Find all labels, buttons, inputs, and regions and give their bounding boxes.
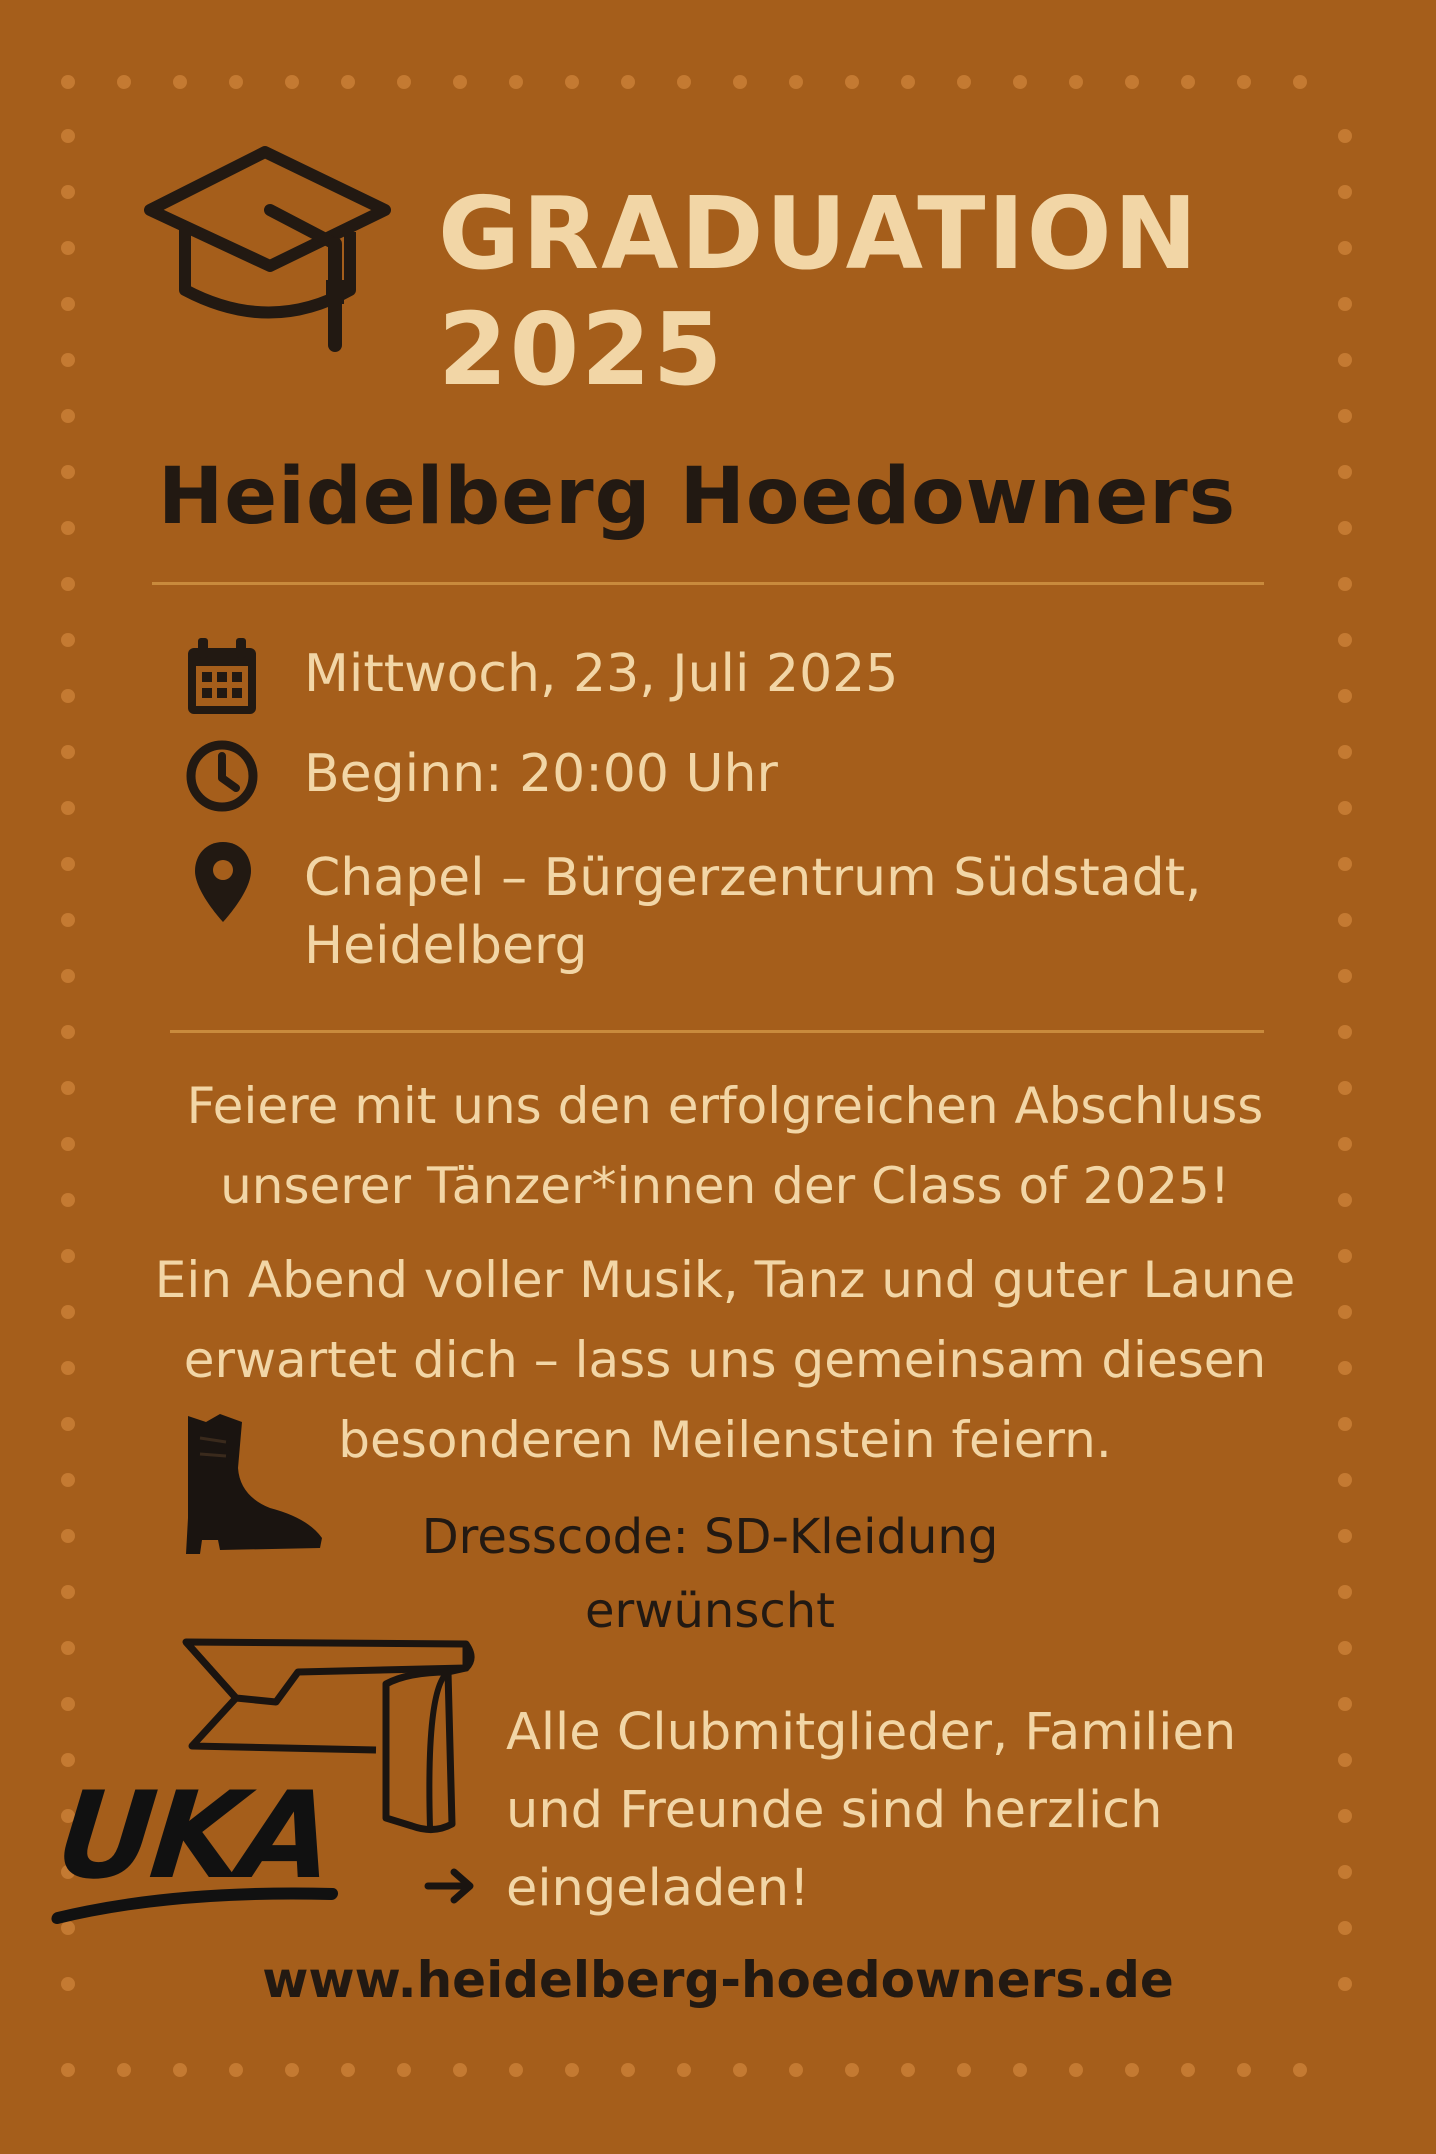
border-dot	[1338, 409, 1352, 423]
event-time: Beginn: 20:00 Uhr	[304, 744, 778, 804]
border-dot	[1338, 577, 1352, 591]
cowboy-boot-icon	[180, 1408, 330, 1558]
border-dot	[677, 2063, 691, 2077]
border-dot	[61, 1081, 75, 1095]
border-dot	[61, 2063, 75, 2077]
border-dot	[61, 409, 75, 423]
border-dot	[1013, 75, 1027, 89]
border-dot	[1338, 241, 1352, 255]
border-dot	[341, 2063, 355, 2077]
invitation-line-2: und Freunde sind herzlich	[506, 1781, 1163, 1840]
border-dot	[1338, 521, 1352, 535]
border-dot	[61, 577, 75, 591]
border-dot	[61, 1585, 75, 1599]
evening-line-3: besonderen Meilenstein feiern.	[338, 1411, 1112, 1469]
border-dot	[61, 633, 75, 647]
location-line-2: Heidelberg	[304, 916, 588, 976]
border-dot	[1293, 75, 1307, 89]
border-dot	[61, 241, 75, 255]
border-dot	[397, 75, 411, 89]
border-dot	[901, 2063, 915, 2077]
border-dot	[621, 75, 635, 89]
border-dot	[61, 913, 75, 927]
border-dot	[61, 1753, 75, 1767]
border-dot	[61, 1417, 75, 1431]
clock-icon	[184, 738, 260, 814]
border-dot	[1338, 1417, 1352, 1431]
divider-middle	[170, 1030, 1264, 1033]
border-dot	[1013, 2063, 1027, 2077]
border-dot	[1338, 1809, 1352, 1823]
headline-graduation: GRADUATION	[438, 175, 1200, 292]
border-dot	[453, 2063, 467, 2077]
border-dot	[1181, 75, 1195, 89]
border-dot	[1338, 745, 1352, 759]
border-dot	[957, 2063, 971, 2077]
border-dot	[61, 1529, 75, 1543]
dresscode-line-1: Dresscode: SD-Kleidung	[421, 1509, 999, 1565]
border-dot	[1338, 1025, 1352, 1039]
border-dot	[1338, 633, 1352, 647]
celebration-line-2: unserer Tänzer*innen der Class of 2025!	[220, 1157, 1230, 1215]
location-pin-icon	[192, 840, 254, 924]
border-dot	[61, 1697, 75, 1711]
celebration-line-1: Feiere mit uns den erfolgreichen Abschluss	[186, 1077, 1264, 1135]
invitation	[506, 1694, 1266, 1928]
border-dot	[117, 75, 131, 89]
dresscode	[360, 1500, 1060, 1648]
divider-top	[152, 582, 1264, 585]
border-dot	[1338, 465, 1352, 479]
border-dot	[1338, 1193, 1352, 1207]
border-dot	[789, 75, 803, 89]
border-dot	[61, 1305, 75, 1319]
border-dot	[509, 2063, 523, 2077]
club-name: Heidelberg Hoedowners	[158, 452, 1237, 542]
border-dot	[61, 1025, 75, 1039]
uka-logo-text: UKA	[50, 1767, 337, 1906]
celebration-paragraph	[150, 1066, 1300, 1226]
border-dot	[789, 2063, 803, 2077]
border-dot	[957, 75, 971, 89]
border-dot	[453, 75, 467, 89]
border-dot	[565, 2063, 579, 2077]
border-dot	[1338, 1921, 1352, 1935]
border-dot	[1338, 1753, 1352, 1767]
border-dot	[61, 129, 75, 143]
border-dot	[117, 2063, 131, 2077]
border-dot	[1338, 1305, 1352, 1319]
border-dot	[61, 689, 75, 703]
dresscode-line-2: erwünscht	[584, 1583, 835, 1639]
border-dot	[61, 1249, 75, 1263]
border-dot	[1338, 185, 1352, 199]
headline-year: 2025	[438, 291, 725, 408]
border-dot	[1338, 1529, 1352, 1543]
border-dot	[1338, 1081, 1352, 1095]
border-dot	[1125, 75, 1139, 89]
border-dot	[1338, 969, 1352, 983]
border-dot	[61, 353, 75, 367]
calendar-icon	[184, 636, 260, 718]
border-dot	[61, 857, 75, 871]
border-dot	[1338, 1361, 1352, 1375]
event-date: Mittwoch, 23, Juli 2025	[304, 644, 899, 704]
border-dot	[677, 75, 691, 89]
evening-line-2: erwartet dich – lass uns gemeinsam diesen	[183, 1331, 1267, 1389]
border-dot	[1338, 1641, 1352, 1655]
border-dot	[1338, 913, 1352, 927]
border-dot	[1293, 2063, 1307, 2077]
border-dot	[61, 1641, 75, 1655]
border-dot	[61, 1473, 75, 1487]
location-line-1: Chapel – Bürgerzentrum Südstadt,	[304, 848, 1202, 908]
invitation-line-3: eingeladen!	[506, 1859, 810, 1918]
border-dot	[285, 75, 299, 89]
border-dot	[61, 969, 75, 983]
border-dot	[61, 1137, 75, 1151]
border-dot	[845, 2063, 859, 2077]
border-dot	[61, 521, 75, 535]
event-location	[304, 844, 1202, 980]
border-dot	[509, 75, 523, 89]
border-dot	[1338, 1137, 1352, 1151]
border-dot	[1338, 1585, 1352, 1599]
border-dot	[173, 2063, 187, 2077]
border-dot	[61, 745, 75, 759]
border-dot	[1237, 2063, 1251, 2077]
graduation-cap-icon	[140, 140, 400, 370]
border-dot	[1069, 75, 1083, 89]
border-dot	[1338, 1697, 1352, 1711]
border-dot	[1338, 297, 1352, 311]
border-dot	[733, 75, 747, 89]
border-dot	[1181, 2063, 1195, 2077]
border-dot	[845, 75, 859, 89]
headline	[438, 176, 1199, 408]
border-dot	[565, 75, 579, 89]
border-dot	[1338, 353, 1352, 367]
border-dot	[61, 801, 75, 815]
border-dot	[1338, 689, 1352, 703]
border-dot	[61, 1193, 75, 1207]
border-dot	[229, 2063, 243, 2077]
border-dot	[285, 2063, 299, 2077]
border-dot	[621, 2063, 635, 2077]
border-dot	[901, 75, 915, 89]
border-dot	[1338, 1249, 1352, 1263]
uka-logo-swoosh	[48, 1880, 353, 1930]
border-dot	[1338, 857, 1352, 871]
border-dot	[1125, 2063, 1139, 2077]
border-dot	[1338, 129, 1352, 143]
border-dot	[229, 75, 243, 89]
border-dot	[341, 75, 355, 89]
border-dot	[1338, 801, 1352, 815]
border-dot	[1069, 2063, 1083, 2077]
border-dot	[1338, 1865, 1352, 1879]
border-dot	[1237, 75, 1251, 89]
border-dot	[61, 1361, 75, 1375]
border-dot	[173, 75, 187, 89]
border-dot	[1338, 1473, 1352, 1487]
uka-logo	[50, 1767, 337, 1906]
invitation-line-1: Alle Clubmitglieder, Familien	[506, 1703, 1237, 1762]
border-dot	[61, 297, 75, 311]
border-dot	[397, 2063, 411, 2077]
arrow-right-icon	[424, 1866, 480, 1906]
border-dot	[61, 185, 75, 199]
website-link[interactable]: www.heidelberg-hoedowners.de	[262, 1951, 1174, 2009]
evening-line-1: Ein Abend voller Musik, Tanz und guter Laune	[154, 1251, 1296, 1309]
border-dot	[61, 75, 75, 89]
border-dot	[61, 465, 75, 479]
border-dot	[733, 2063, 747, 2077]
